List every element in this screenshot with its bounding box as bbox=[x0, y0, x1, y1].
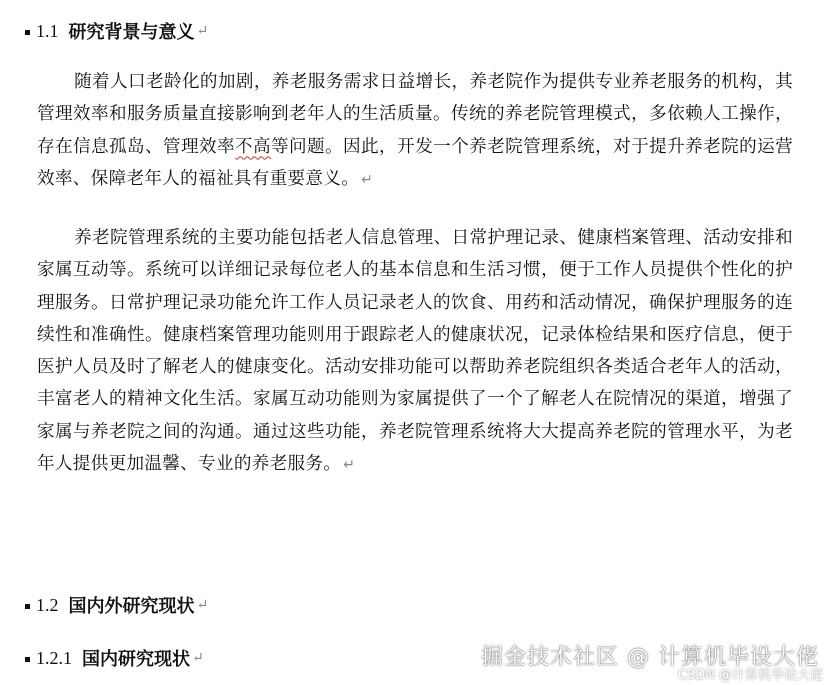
watermark-csdn: CSDN @计算机毕设大佬 bbox=[677, 668, 823, 683]
heading-title: 研究背景与意义 bbox=[68, 22, 195, 43]
heading-title: 国内研究现状 bbox=[82, 649, 190, 670]
heading-number: 1.1 bbox=[36, 20, 59, 41]
heading-1-2-1 bbox=[25, 645, 204, 671]
heading-bullet bbox=[25, 657, 30, 662]
paragraph-mark: ↵ bbox=[343, 457, 356, 474]
heading-number: 1.2 bbox=[36, 594, 59, 615]
spellcheck-flagged-text[interactable]: 不高 bbox=[235, 136, 272, 157]
heading-title: 国内外研究现状 bbox=[68, 596, 195, 617]
paragraph-text: 等问题。因此，开发一个养老院管理系统，对于提升养老院的运营效率、保障老年人的福祉具有重要意义。 bbox=[37, 136, 793, 189]
paragraph-text: 养老院管理系统的主要功能包括老人信息管理、日常护理记录、健康档案管理、活动安排和家属互动等。系统可以详细记录每位老人的基本信息和生活习惯，便于工作人员提供个性化的护理服务。日常护理记录功能允许工作人员记录老人的饮食、用药和活动情况，确保护理服务的连续性和准确性。健康档案管理功能则用于跟踪老人的健康状况，记录体检结果和医疗信息，便于医护人员及时了解老人的健康变化。活动安排功能可以帮助养老院组织各类适合老年人的活动，丰富老人的精神文化生活。家属互动功能则为家属提供了一个了解老人在院情况的渠道，增强了家属与养老院之间的沟通。通过这些功能，养老院管理系统将大大提高养老院的管理水平，为老年人提供更加温馨、专业的养老服务。 bbox=[37, 228, 793, 475]
paragraph-background bbox=[37, 66, 793, 196]
paragraph-mark: ↵ bbox=[196, 597, 209, 613]
heading-bullet bbox=[25, 604, 30, 609]
heading-bullet bbox=[25, 30, 30, 35]
heading-number: 1.2.1 bbox=[36, 647, 72, 668]
heading-1-1 bbox=[25, 18, 208, 44]
watermark-juejin: 掘金技术社区 @ 计算机毕设大佬 bbox=[481, 645, 819, 670]
paragraph-mark: ↵ bbox=[196, 23, 209, 39]
paragraph-mark: ↵ bbox=[192, 650, 204, 666]
paragraph-mark: ↵ bbox=[361, 171, 374, 188]
heading-1-2 bbox=[25, 592, 208, 618]
paragraph-text: 随着人口老龄化的加剧，养老服务需求日益增长，养老院作为提供专业养老服务的机构，其管理效率和服务质量直接影响到老年人的生活质量。传统的养老院管理模式，多依赖人工操作，存在信息孤岛、管理效率 bbox=[37, 72, 793, 157]
paragraph-system-functions bbox=[37, 222, 793, 481]
